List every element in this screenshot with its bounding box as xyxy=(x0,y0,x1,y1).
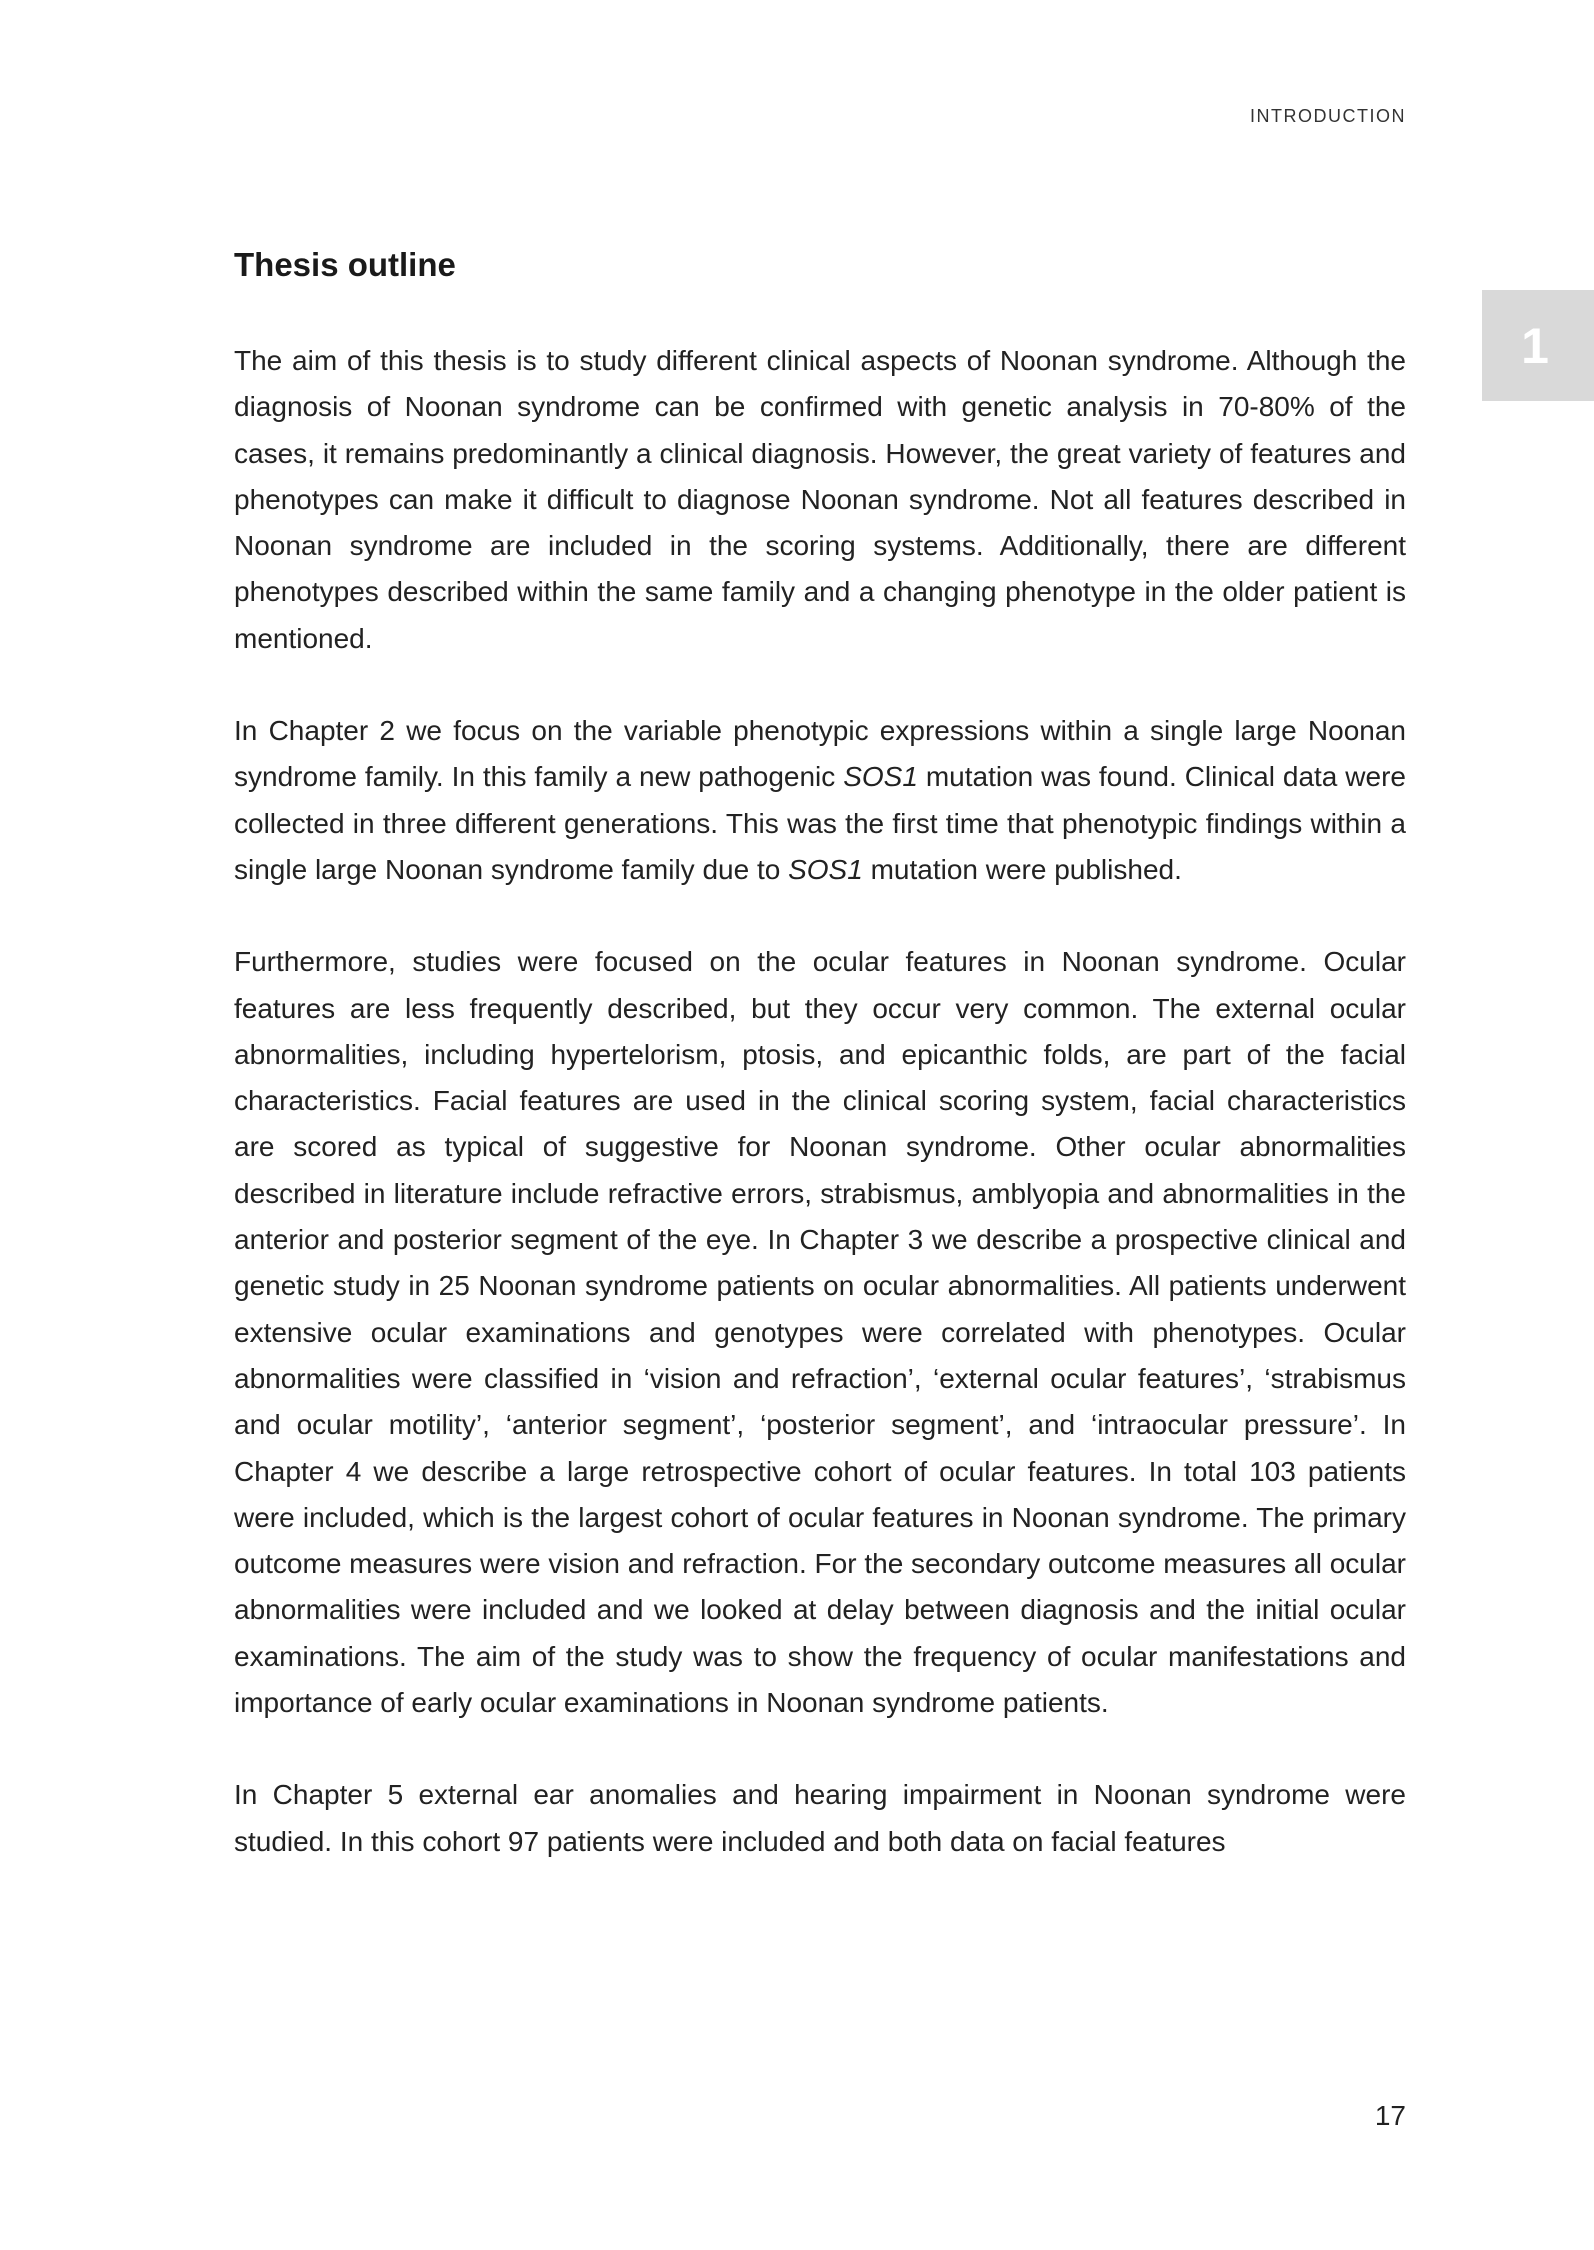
paragraph-2-text-a: In Chapter 2 we focus on the variable phenotypic expressions within a single large Noonan syndrome family. In this family a new pathogenic xyxy=(234,715,1406,793)
paragraph-3: Furthermore, studies were focused on the ocular features in Noonan syndrome. Ocular features are less frequently described, but they occur very common. The external ocular abnormalities, including hypertelorism, ptosis, and epicanthic folds, are part of the facial characteristics. Facial features are used in the clinical scoring system, facial characteristics are scored as typical of suggestive for Noonan syndrome. Other ocular abnormalities described in literature include refractive errors, strabismus, amblyopia and abnormalities in the anterior and posterior segment of the eye. In Chapter 3 we describe a prospective clinical and genetic study in 25 Noonan syndrome patients on ocular abnormalities. All patients underwent extensive ocular examinations and genotypes were correlated with phenotypes. Ocular abnormalities were classified in ‘vision and refraction’, ‘external ocular features’, ‘strabismus and ocular motility’, ‘anterior segment’, ‘posterior segment’, and ‘intraocular pressure’. In Chapter 4 we describe a large retrospective cohort of ocular features. In total 103 patients were included, which is the largest cohort of ocular features in Noonan syndrome. The primary outcome measures were vision and refraction. For the secondary outcome measures all ocular abnormalities were included and we looked at delay between diagnosis and the initial ocular examinations. The aim of the study was to show the frequency of ocular manifestations and importance of early ocular examinations in Noonan syndrome patients. xyxy=(234,946,1406,1719)
paragraph-2-text-b: mutation was found. Clinical data were collected in three different generations. This was the first time that phenotypic findings within a single large Noonan syndrome family due to xyxy=(234,761,1406,885)
gene-name-sos1: SOS1 xyxy=(843,761,918,793)
paragraph-2-text-c: mutation were published. xyxy=(862,853,1182,885)
chapter-number: 1 xyxy=(1521,317,1549,374)
section-title: Thesis outline xyxy=(234,246,456,283)
chapter-tab xyxy=(1482,290,1594,401)
paragraph-4: In Chapter 5 external ear anomalies and hearing impairment in Noonan syndrome were studied. In this cohort 97 patients were included and both data on facial features xyxy=(234,1779,1406,1857)
page-number: 17 xyxy=(1374,2100,1406,2131)
main-content xyxy=(234,244,1406,1911)
paragraph-1: The aim of this thesis is to study different clinical aspects of Noonan syndrome. Although the diagnosis of Noonan syndrome can be confirmed with genetic analysis in 70-80% of the cases, it remains predominantly a clinical diagnosis. However, the great variety of features and phenotypes can make it difficult to diagnose Noonan syndrome. Not all features described in Noonan syndrome are included in the scoring systems. Additionally, there are different phenotypes described within the same family and a changing phenotype in the older patient is mentioned. xyxy=(234,345,1406,654)
running-header: INTRODUCTION xyxy=(1250,106,1406,126)
gene-name-sos1: SOS1 xyxy=(788,853,863,885)
paragraph-2 xyxy=(234,708,1406,893)
